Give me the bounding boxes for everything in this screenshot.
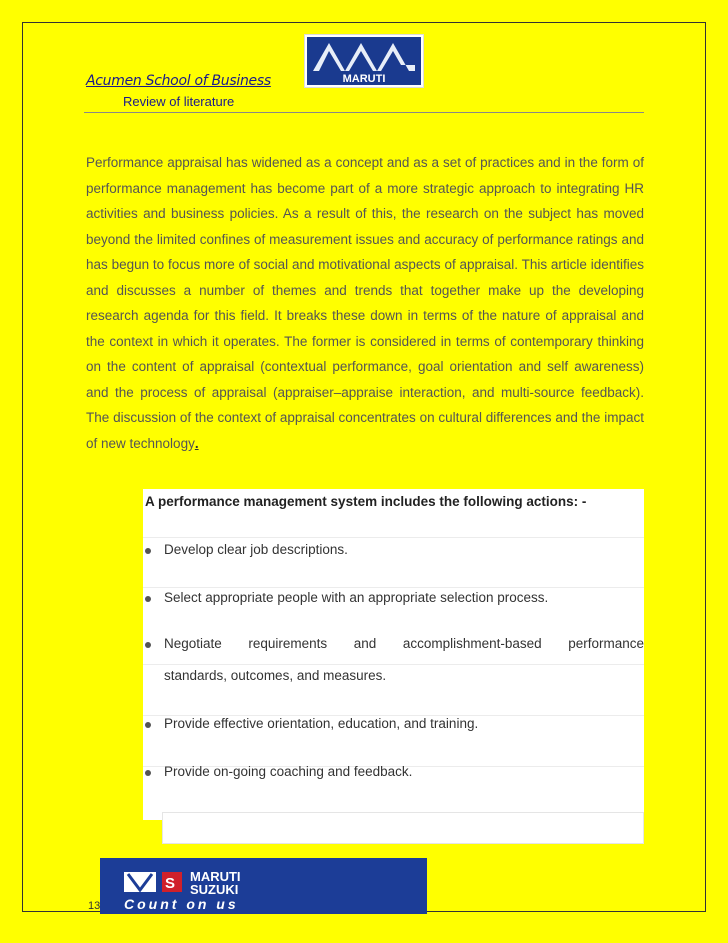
paragraph-end: .	[194, 435, 199, 451]
list-item-line: standards, outcomes, and measures.	[164, 668, 387, 683]
row-divider	[143, 587, 644, 588]
bullet-icon	[145, 548, 151, 554]
list-heading: A performance management system includes the following actions: -	[145, 494, 587, 509]
header-divider	[84, 112, 644, 113]
logo-maruti-text: MARUTI	[190, 869, 241, 884]
paragraph-text: Performance appraisal has widened as a concept and as a set of practices and in the form of performance management has become part of a more strategic approach to integrating HR activities and business policies. As a result of this, the research on the subject has moved beyond the limited confines of measurement issues and accuracy of performance ratings and has begun to focus more of social and motivational aspects of appraisal. This article identifies and discusses a number of themes and trends that together make up the developing research agenda for this field. It breaks these down in terms of the nature of appraisal and the context in which it operates. The former is considered in terms of contemporary thinking on the content of appraisal (contextual performance, goal orientation and self awareness) and the process of appraisal (appraiser–appraise interaction, and multi-source feedback). The discussion of the context of appraisal concentrates on cultural differences and the impact of new technology	[86, 155, 644, 451]
row-divider	[143, 664, 644, 665]
bullet-icon	[145, 722, 151, 728]
maruti-logo-text: MARUTI	[342, 73, 386, 85]
maruti-suzuki-logo-graphic	[100, 858, 427, 914]
section-title: Review of literature	[123, 94, 235, 109]
school-name: Acumen School of Business	[86, 73, 271, 89]
page-number: 13	[88, 900, 101, 912]
literature-paragraph	[86, 150, 644, 456]
list-item-line: Negotiate requirements and accomplishment-based performance	[164, 636, 644, 651]
bullet-icon	[145, 770, 151, 776]
maruti-logo-graphic	[305, 35, 423, 87]
bullet-icon	[145, 642, 151, 648]
logo-suzuki-text: SUZUKI	[190, 882, 239, 897]
row-divider	[143, 537, 644, 538]
maruti-suzuki-logo	[100, 858, 427, 914]
empty-box	[162, 812, 644, 844]
svg-text:S: S	[164, 875, 176, 892]
logo-tagline: Count on us	[124, 896, 239, 912]
maruti-logo	[304, 34, 424, 88]
bullet-icon	[145, 596, 151, 602]
